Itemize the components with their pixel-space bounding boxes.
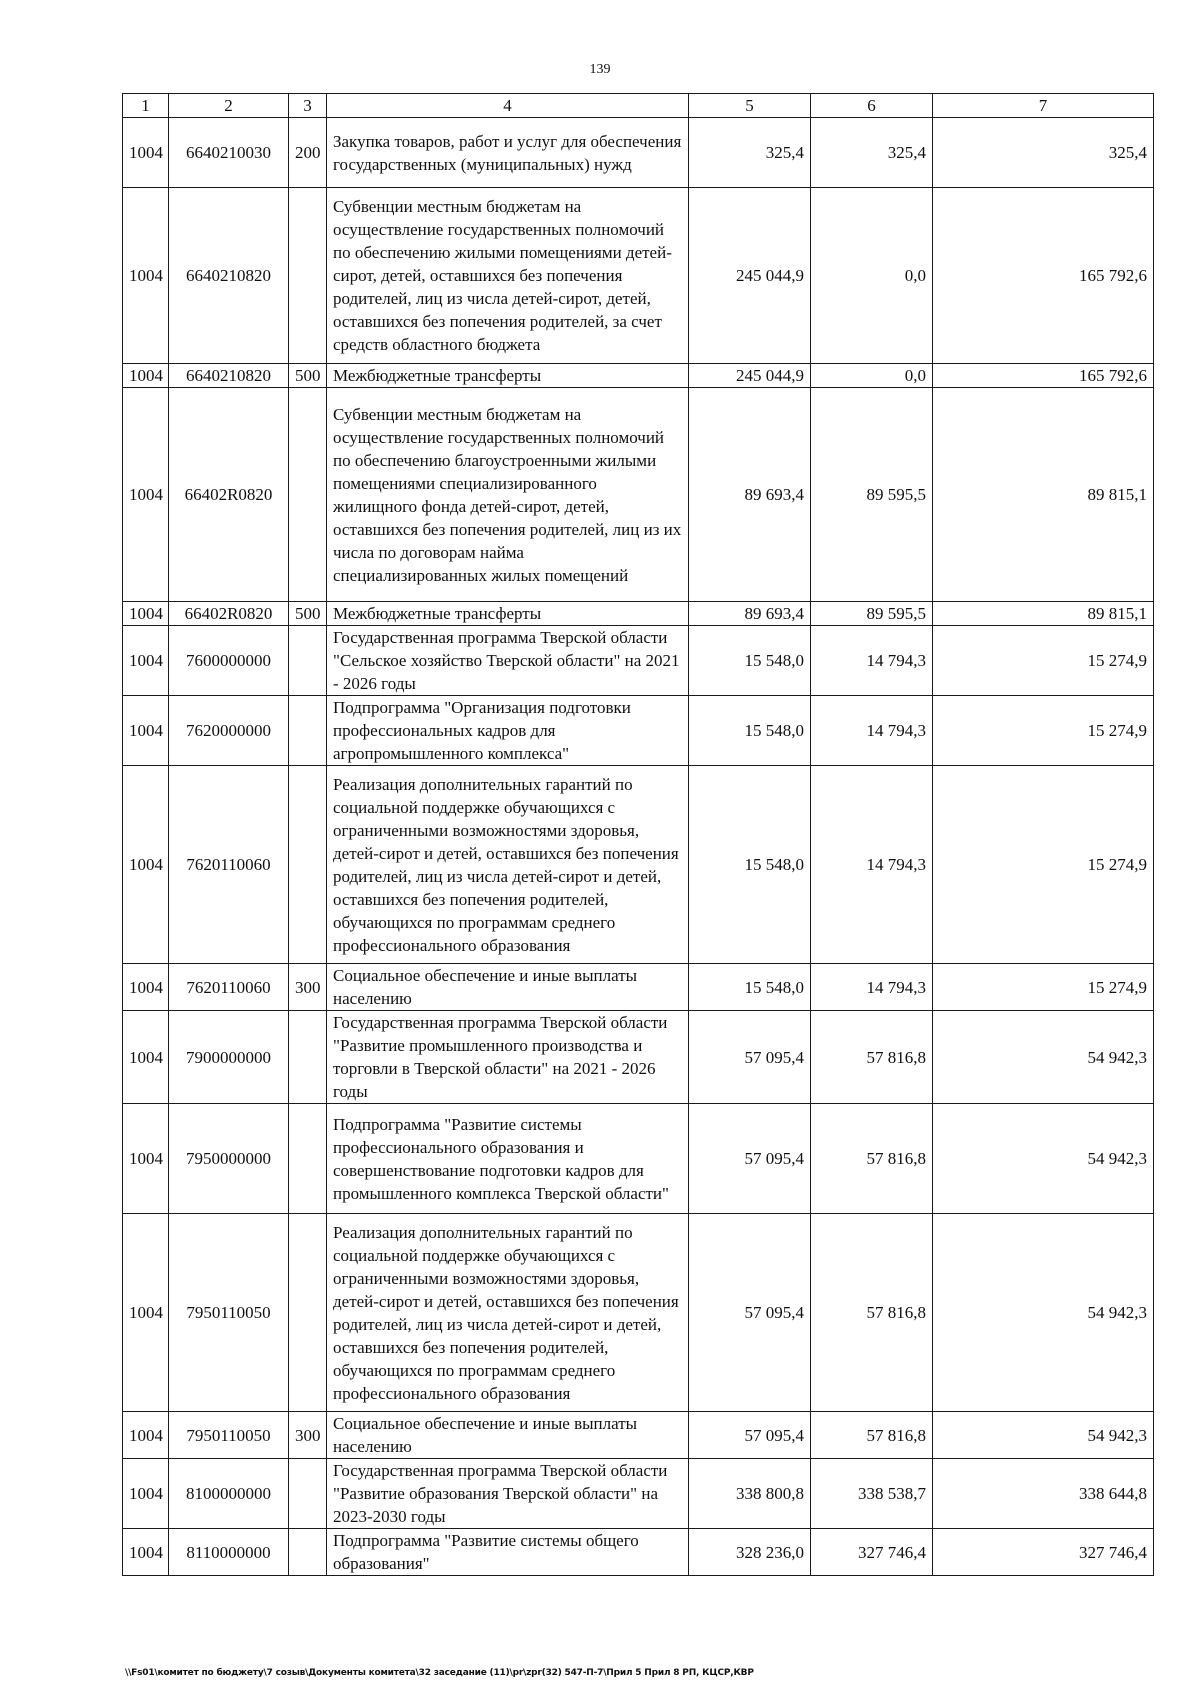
- code-cell: 8100000000: [169, 1459, 289, 1529]
- code-cell: 7600000000: [169, 626, 289, 696]
- table-row: [123, 188, 1154, 364]
- value-col5-cell: 57 095,4: [689, 1214, 811, 1412]
- section-cell: 1004: [123, 1529, 169, 1576]
- value-col7-cell: 54 942,3: [933, 1011, 1154, 1104]
- column-header: 1: [123, 94, 169, 118]
- type-cell: [289, 1104, 327, 1214]
- description-cell: Субвенции местным бюджетам на осуществление государственных полномочий по обеспечению жилыми помещениями детей-сирот, детей, оставшихся без попечения родителей, лиц из числа детей-сирот, детей, оставшихся без попечения родителей, за счет средств областного бюджета: [327, 188, 689, 364]
- type-cell: 200: [289, 118, 327, 188]
- type-cell: 500: [289, 364, 327, 388]
- value-col7-cell: 338 644,8: [933, 1459, 1154, 1529]
- page-number: 139: [589, 62, 611, 77]
- column-header: 4: [327, 94, 689, 118]
- table-row: [123, 1011, 1154, 1104]
- value-col5-cell: 57 095,4: [689, 1104, 811, 1214]
- value-col7-cell: 54 942,3: [933, 1214, 1154, 1412]
- code-cell: 6640210030: [169, 118, 289, 188]
- table-row: [123, 964, 1154, 1011]
- code-cell: 66402R0820: [169, 602, 289, 626]
- value-col7-cell: 15 274,9: [933, 696, 1154, 766]
- section-cell: 1004: [123, 188, 169, 364]
- description-cell: Подпрограмма "Организация подготовки профессиональных кадров для агропромышленного комплекса": [327, 696, 689, 766]
- code-cell: 6640210820: [169, 188, 289, 364]
- value-col6-cell: 57 816,8: [811, 1412, 933, 1459]
- value-col6-cell: 14 794,3: [811, 964, 933, 1011]
- section-cell: 1004: [123, 626, 169, 696]
- type-cell: [289, 1214, 327, 1412]
- value-col7-cell: 165 792,6: [933, 188, 1154, 364]
- table-row: [123, 1104, 1154, 1214]
- value-col6-cell: 57 816,8: [811, 1011, 933, 1104]
- table-row: [123, 602, 1154, 626]
- value-col5-cell: 245 044,9: [689, 188, 811, 364]
- value-col5-cell: 338 800,8: [689, 1459, 811, 1529]
- table-row: [123, 118, 1154, 188]
- section-cell: 1004: [123, 696, 169, 766]
- value-col7-cell: 325,4: [933, 118, 1154, 188]
- value-col5-cell: 57 095,4: [689, 1011, 811, 1104]
- section-cell: 1004: [123, 118, 169, 188]
- table-row: [123, 626, 1154, 696]
- section-cell: 1004: [123, 1011, 169, 1104]
- value-col6-cell: 14 794,3: [811, 766, 933, 964]
- column-header: 7: [933, 94, 1154, 118]
- value-col7-cell: 165 792,6: [933, 364, 1154, 388]
- description-cell: Субвенции местным бюджетам на осуществление государственных полномочий по обеспечению благоустроенными жилыми помещениями специализированного жилищного фонда детей-сирот, детей, оставшихся без попечения родителей, лиц из их числа по договорам найма специализированных жилых помещений: [327, 388, 689, 602]
- section-cell: 1004: [123, 1104, 169, 1214]
- value-col6-cell: 89 595,5: [811, 602, 933, 626]
- section-cell: 1004: [123, 1459, 169, 1529]
- value-col6-cell: 325,4: [811, 118, 933, 188]
- description-cell: Подпрограмма "Развитие системы общего образования": [327, 1529, 689, 1576]
- header-row: [123, 94, 1154, 118]
- value-col7-cell: 327 746,4: [933, 1529, 1154, 1576]
- value-col5-cell: 15 548,0: [689, 696, 811, 766]
- value-col6-cell: 89 595,5: [811, 388, 933, 602]
- type-cell: [289, 696, 327, 766]
- value-col6-cell: 57 816,8: [811, 1214, 933, 1412]
- code-cell: 7620110060: [169, 766, 289, 964]
- value-col5-cell: 15 548,0: [689, 964, 811, 1011]
- type-cell: 300: [289, 964, 327, 1011]
- description-cell: Государственная программа Тверской области "Развитие образования Тверской области" на 2023-2030 годы: [327, 1459, 689, 1529]
- value-col6-cell: 327 746,4: [811, 1529, 933, 1576]
- section-cell: 1004: [123, 964, 169, 1011]
- value-col7-cell: 15 274,9: [933, 626, 1154, 696]
- value-col6-cell: 57 816,8: [811, 1104, 933, 1214]
- value-col6-cell: 0,0: [811, 364, 933, 388]
- type-cell: 300: [289, 1412, 327, 1459]
- value-col5-cell: 89 693,4: [689, 388, 811, 602]
- budget-table: [122, 93, 1154, 1576]
- type-cell: [289, 1459, 327, 1529]
- value-col5-cell: 325,4: [689, 118, 811, 188]
- value-col6-cell: 338 538,7: [811, 1459, 933, 1529]
- section-cell: 1004: [123, 1214, 169, 1412]
- code-cell: 7950110050: [169, 1214, 289, 1412]
- value-col5-cell: 15 548,0: [689, 766, 811, 964]
- value-col7-cell: 89 815,1: [933, 602, 1154, 626]
- footer-file-path: \\Fs01\комитет по бюджету\7 созыв\Документы комитета\32 заседание (11)\pr\zpr(32) 547-П-7\Прил 5 Прил 8 РП, КЦСР,КВР: [125, 1668, 754, 1678]
- description-cell: Государственная программа Тверской области "Развитие промышленного производства и торговли в Тверской области" на 2021 - 2026 годы: [327, 1011, 689, 1104]
- description-cell: Социальное обеспечение и иные выплаты населению: [327, 964, 689, 1011]
- table-row: [123, 1459, 1154, 1529]
- value-col6-cell: 0,0: [811, 188, 933, 364]
- code-cell: 7950110050: [169, 1412, 289, 1459]
- code-cell: 7900000000: [169, 1011, 289, 1104]
- value-col6-cell: 14 794,3: [811, 696, 933, 766]
- type-cell: [289, 388, 327, 602]
- code-cell: 7620110060: [169, 964, 289, 1011]
- description-cell: Закупка товаров, работ и услуг для обеспечения государственных (муниципальных) нужд: [327, 118, 689, 188]
- value-col5-cell: 15 548,0: [689, 626, 811, 696]
- table-row: [123, 1412, 1154, 1459]
- description-cell: Подпрограмма "Развитие системы профессионального образования и совершенствование подготовки кадров для промышленного комплекса Тверской области": [327, 1104, 689, 1214]
- code-cell: 8110000000: [169, 1529, 289, 1576]
- description-cell: Межбюджетные трансферты: [327, 602, 689, 626]
- table-row: [123, 364, 1154, 388]
- value-col7-cell: 15 274,9: [933, 766, 1154, 964]
- description-cell: Социальное обеспечение и иные выплаты населению: [327, 1412, 689, 1459]
- table-row: [123, 1214, 1154, 1412]
- type-cell: [289, 626, 327, 696]
- value-col5-cell: 57 095,4: [689, 1412, 811, 1459]
- code-cell: 66402R0820: [169, 388, 289, 602]
- type-cell: 500: [289, 602, 327, 626]
- table-row: [123, 696, 1154, 766]
- section-cell: 1004: [123, 364, 169, 388]
- value-col7-cell: 54 942,3: [933, 1104, 1154, 1214]
- value-col5-cell: 328 236,0: [689, 1529, 811, 1576]
- value-col7-cell: 89 815,1: [933, 388, 1154, 602]
- section-cell: 1004: [123, 388, 169, 602]
- value-col5-cell: 245 044,9: [689, 364, 811, 388]
- table-row: [123, 388, 1154, 602]
- value-col7-cell: 15 274,9: [933, 964, 1154, 1011]
- table-row: [123, 766, 1154, 964]
- code-cell: 7950000000: [169, 1104, 289, 1214]
- value-col6-cell: 14 794,3: [811, 626, 933, 696]
- column-header: 2: [169, 94, 289, 118]
- description-cell: Межбюджетные трансферты: [327, 364, 689, 388]
- column-header: 5: [689, 94, 811, 118]
- description-cell: Государственная программа Тверской области "Сельское хозяйство Тверской области" на 2021 - 2026 годы: [327, 626, 689, 696]
- column-header: 6: [811, 94, 933, 118]
- value-col7-cell: 54 942,3: [933, 1412, 1154, 1459]
- type-cell: [289, 1529, 327, 1576]
- code-cell: 7620000000: [169, 696, 289, 766]
- type-cell: [289, 766, 327, 964]
- value-col5-cell: 89 693,4: [689, 602, 811, 626]
- section-cell: 1004: [123, 766, 169, 964]
- type-cell: [289, 188, 327, 364]
- section-cell: 1004: [123, 1412, 169, 1459]
- description-cell: Реализация дополнительных гарантий по социальной поддержке обучающихся с ограниченными возможностями здоровья, детей-сирот и детей, оставшихся без попечения родителей, лиц из числа детей-сирот и детей, оставшихся без попечения родителей, обучающихся по программам среднего профессионального образования: [327, 766, 689, 964]
- type-cell: [289, 1011, 327, 1104]
- code-cell: 6640210820: [169, 364, 289, 388]
- description-cell: Реализация дополнительных гарантий по социальной поддержке обучающихся с ограниченными возможностями здоровья, детей-сирот и детей, оставшихся без попечения родителей, лиц из числа детей-сирот и детей, оставшихся без попечения родителей, обучающихся по программам среднего профессионального образования: [327, 1214, 689, 1412]
- table-row: [123, 1529, 1154, 1576]
- column-header: 3: [289, 94, 327, 118]
- table-body: [123, 118, 1154, 1576]
- section-cell: 1004: [123, 602, 169, 626]
